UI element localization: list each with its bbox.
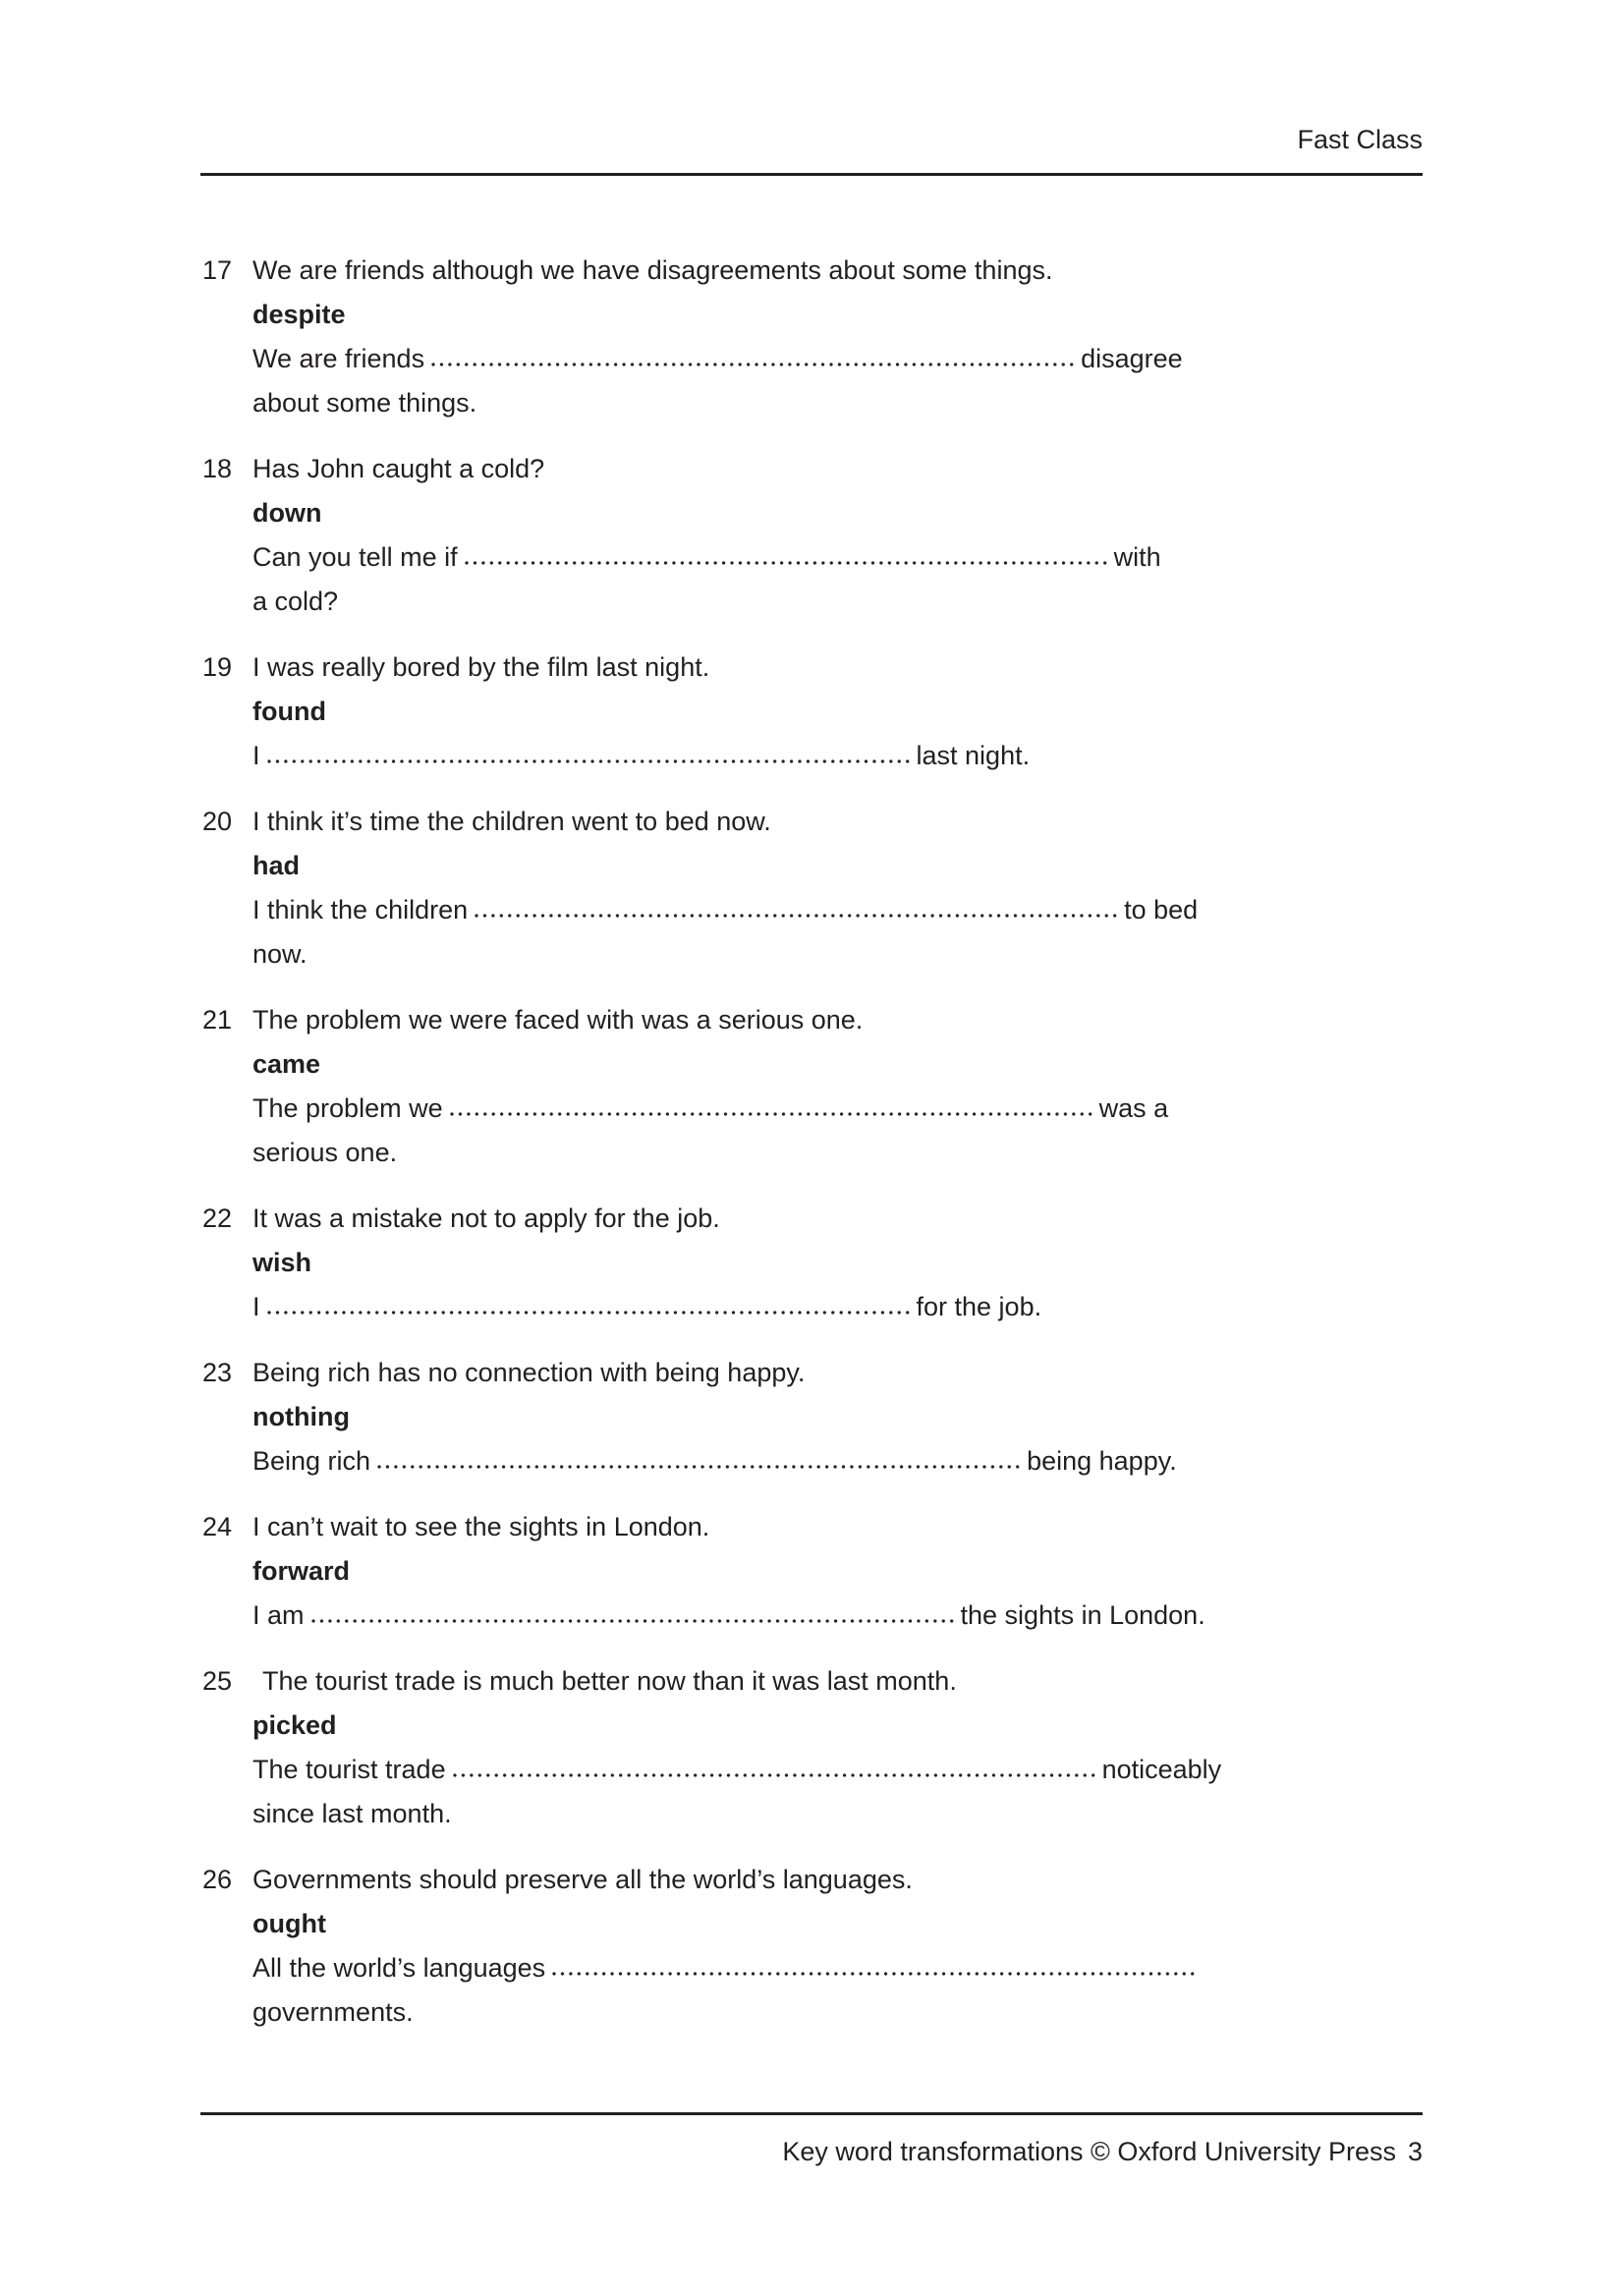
- page-header: [200, 0, 1423, 177]
- exercise-list: [200, 249, 1423, 2056]
- answer-before: I think the children: [252, 895, 469, 924]
- exercise-item: [200, 998, 1423, 1175]
- answer-blank[interactable]: [453, 1768, 1096, 1778]
- item-number: 22: [202, 1203, 233, 1233]
- item-keyword: despite: [252, 300, 346, 329]
- answer-line: [252, 1946, 1423, 1990]
- answer-after: last night.: [916, 741, 1031, 770]
- exercise-item: [200, 1659, 1423, 1836]
- item-prompt: We are friends although we have disagreements about some things.: [252, 255, 1053, 285]
- footer-divider: [200, 2112, 1423, 2115]
- item-number: 24: [202, 1512, 233, 1541]
- answer-blank[interactable]: [311, 1614, 955, 1624]
- answer-after: was a: [1098, 1093, 1169, 1123]
- item-prompt: I think it’s time the children went to bed now.: [252, 807, 771, 836]
- item-keyword: nothing: [252, 1402, 350, 1431]
- exercise-item: [200, 249, 1423, 425]
- answer-continuation: now.: [252, 939, 308, 969]
- answer-blank[interactable]: [475, 909, 1118, 919]
- item-keyword: came: [252, 1049, 321, 1079]
- exercise-item: [200, 800, 1423, 977]
- exercise-item: [200, 447, 1423, 624]
- answer-after: to bed: [1124, 895, 1199, 924]
- item-number: 21: [202, 1005, 233, 1035]
- answer-after: being happy.: [1027, 1446, 1177, 1476]
- answer-before: The tourist trade: [252, 1755, 446, 1784]
- answer-line: [252, 1087, 1423, 1131]
- answer-blank[interactable]: [450, 1107, 1093, 1117]
- answer-blank[interactable]: [431, 358, 1075, 367]
- page-footer: [200, 2134, 1423, 2169]
- answer-line: [252, 1285, 1423, 1329]
- item-prompt: Has John caught a cold?: [252, 454, 545, 483]
- item-keyword: forward: [252, 1556, 351, 1586]
- answer-blank[interactable]: [465, 556, 1108, 566]
- item-number: 19: [202, 652, 233, 682]
- exercise-item: [200, 1858, 1423, 2035]
- item-prompt: Governments should preserve all the world’s languages.: [252, 1865, 913, 1894]
- answer-blank[interactable]: [552, 1967, 1196, 1977]
- answer-before: The problem we: [252, 1093, 443, 1123]
- answer-continuation: about some things.: [252, 388, 477, 418]
- item-prompt: I was really bored by the film last night.: [252, 652, 710, 682]
- answer-before: I: [252, 1292, 260, 1321]
- header-divider: [200, 173, 1423, 176]
- item-keyword: found: [252, 697, 326, 726]
- answer-line: [252, 888, 1423, 932]
- answer-line: [252, 535, 1423, 580]
- answer-after: for the job.: [916, 1292, 1042, 1321]
- item-number: 23: [202, 1358, 233, 1387]
- item-prompt: It was a mistake not to apply for the job.: [252, 1203, 720, 1233]
- item-keyword: down: [252, 498, 322, 528]
- item-number: 18: [202, 454, 233, 483]
- item-prompt: Being rich has no connection with being happy.: [252, 1358, 806, 1387]
- answer-after: with: [1113, 542, 1161, 572]
- page-number: 3: [1407, 2137, 1423, 2166]
- exercise-item: [200, 1351, 1423, 1483]
- item-number: 20: [202, 807, 233, 836]
- answer-blank[interactable]: [377, 1460, 1021, 1470]
- answer-line: [252, 1748, 1423, 1792]
- item-number: 17: [202, 255, 233, 285]
- item-prompt: The problem we were faced with was a serious one.: [252, 1005, 864, 1035]
- answer-line: [252, 1594, 1423, 1638]
- answer-before: Being rich: [252, 1446, 371, 1476]
- answer-after: disagree: [1081, 344, 1183, 373]
- answer-after: the sights in London.: [960, 1600, 1205, 1630]
- answer-before: I: [252, 741, 260, 770]
- answer-before: I am: [252, 1600, 305, 1630]
- answer-after: noticeably: [1101, 1755, 1222, 1784]
- answer-continuation: a cold?: [252, 587, 339, 616]
- header-title: Fast Class: [1297, 125, 1423, 154]
- answer-continuation: governments.: [252, 1997, 414, 2027]
- item-keyword: had: [252, 851, 301, 880]
- answer-continuation: serious one.: [252, 1138, 398, 1167]
- answer-before: We are friends: [252, 344, 425, 373]
- item-keyword: picked: [252, 1710, 337, 1740]
- item-number: 25: [202, 1666, 233, 1696]
- exercise-item: [200, 645, 1423, 778]
- answer-before: Can you tell me if: [252, 542, 458, 572]
- answer-before: All the world’s languages: [252, 1953, 546, 1983]
- answer-line: [252, 734, 1423, 778]
- exercise-item: [200, 1197, 1423, 1329]
- item-keyword: ought: [252, 1909, 326, 1938]
- item-prompt: I can’t wait to see the sights in London.: [252, 1512, 710, 1541]
- answer-line: [252, 1439, 1423, 1483]
- exercise-item: [200, 1505, 1423, 1638]
- item-prompt: The tourist trade is much better now than it was last month.: [262, 1666, 957, 1696]
- footer-copyright: Key word transformations © Oxford University Press: [782, 2137, 1396, 2166]
- answer-blank[interactable]: [267, 1306, 911, 1315]
- answer-blank[interactable]: [267, 755, 911, 764]
- item-keyword: wish: [252, 1248, 312, 1277]
- item-number: 26: [202, 1865, 233, 1894]
- answer-line: [252, 337, 1423, 381]
- answer-continuation: since last month.: [252, 1799, 452, 1828]
